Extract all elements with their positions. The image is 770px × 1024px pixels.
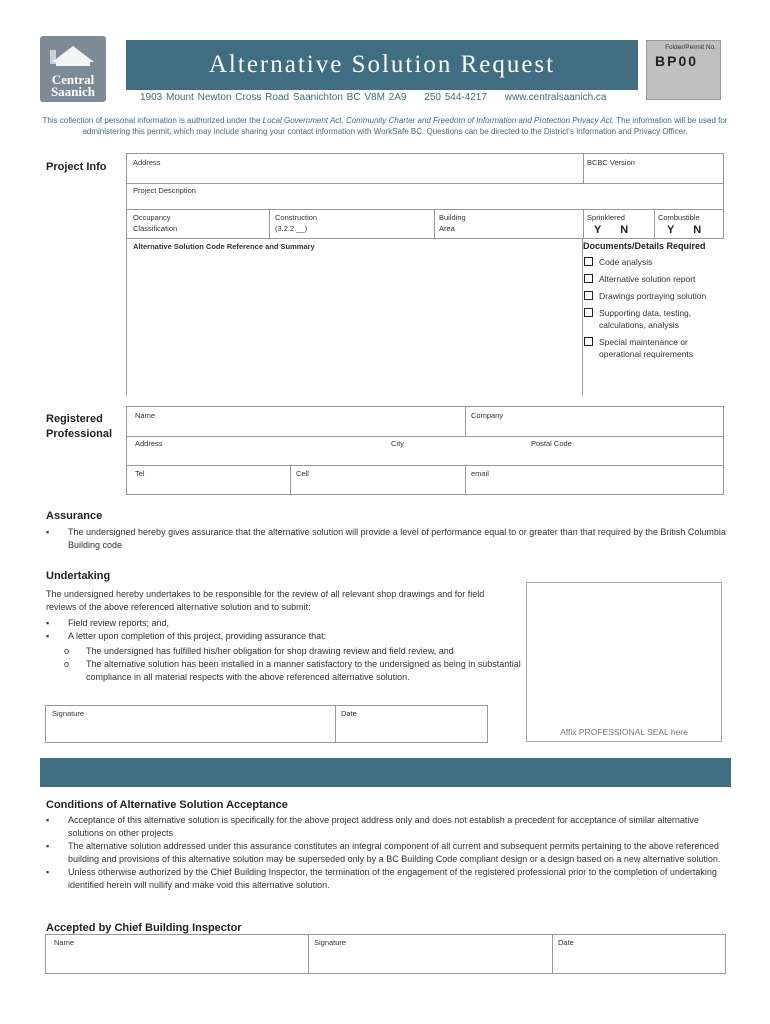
conditions-heading: Conditions of Alternative Solution Acceptance — [46, 799, 288, 811]
undertaking-signature-label[interactable]: Signature — [52, 709, 85, 718]
undertaking-bullet-2: ▪ A letter upon completion of this project, providing assurance that: — [46, 630, 522, 643]
form-title: Alternative Solution Request — [126, 40, 638, 90]
privacy-notice — [40, 115, 730, 137]
doc-item-supporting-data[interactable] — [583, 307, 728, 331]
doc-item-label: Alternative solution report — [599, 274, 696, 284]
condition-item-3: ▪ Unless otherwise authorized by the Chief Building Inspector, the termination of the engagement of the registered professional prior to the completion of undertaking identified herein will nullify and make void this alternative solution. — [46, 866, 726, 892]
registered-professional-label — [46, 412, 112, 442]
occupancy-label-2: Classification — [133, 224, 178, 233]
inspector-signature-label[interactable]: Signature — [314, 938, 347, 947]
rp-postal-code-label[interactable]: Postal Code — [531, 439, 572, 448]
code-reference-label: Alternative Solution Code Reference and Summary — [133, 242, 315, 251]
logo-line-2: Saanich — [50, 84, 96, 99]
project-description-label: Project Description — [133, 186, 196, 195]
undertaking-heading: Undertaking — [46, 570, 111, 582]
assurance-list — [46, 526, 726, 552]
registered-professional-table — [126, 406, 724, 495]
undertaking-list — [46, 617, 522, 643]
condition-item-1: ▪ Acceptance of this alternative solution is specifically for the above project address only and does not establish a precedent for acceptance of similar alternative solutions on other projects — [46, 814, 726, 840]
project-info-label: Project Info — [46, 161, 107, 173]
conditions-list — [46, 814, 726, 892]
construction-label-2: (3.2.2.__) — [275, 224, 308, 233]
doc-item-label-2: operational requirements — [599, 349, 694, 359]
checkbox-icon[interactable] — [584, 274, 593, 283]
seal-label: Affix PROFESSIONAL SEAL here — [560, 727, 688, 737]
rp-city-label[interactable]: City — [391, 439, 404, 448]
occupancy-label-1: Occupancy — [133, 213, 171, 222]
address-field[interactable] — [126, 153, 724, 184]
accepted-heading: Accepted by Chief Building Inspector — [46, 922, 242, 934]
assurance-text: ▪ The undersigned hereby gives assurance that the alternative solution will provide a level of performance equal to or greater than that required by the British Columbia Building code — [46, 526, 726, 552]
checkbox-icon[interactable] — [584, 308, 593, 317]
registered-label-2: Professional — [46, 428, 113, 440]
rp-cell-label[interactable]: Cell — [296, 469, 309, 478]
undertaking-date-label[interactable]: Date — [341, 709, 357, 718]
combustible-yn[interactable]: Y N — [667, 224, 710, 236]
building-details-row — [126, 209, 724, 239]
notice-text-1: This collection of personal information is authorized under the — [42, 116, 263, 125]
notice-acts: Local Government Act, Community Charter and Freedom of Information and Protection Privacy Act. — [262, 116, 615, 125]
office-phone: 250 544-4217 — [424, 92, 487, 103]
checkbox-icon[interactable] — [584, 291, 593, 300]
documents-required-heading: Documents/Details Required — [583, 241, 706, 251]
doc-item-label-2: calculations, analysis — [599, 320, 679, 330]
folder-permit-label: Folder/Permit No. — [665, 44, 716, 51]
undertaking-sublist — [46, 645, 522, 684]
rp-address-label[interactable]: Address — [135, 439, 163, 448]
undertaking-bullet-1: ▪ Field review reports; and, — [46, 617, 522, 630]
section-divider-band — [40, 758, 731, 787]
undertaking-sub-1: o The undersigned has fulfilled his/her obligation for shop drawing review and field review, and — [46, 645, 522, 658]
documents-required-list — [583, 241, 728, 365]
professional-seal-area[interactable] — [526, 582, 722, 742]
folder-permit-box[interactable] — [646, 40, 721, 100]
central-saanich-logo — [40, 36, 106, 102]
doc-item-code-analysis[interactable] — [583, 256, 728, 268]
undertaking-sub-2: o The alternative solution has been installed in a manner satisfactory to the undersigned as being in substantial compliance in all material respects with the above referenced alternative solution. — [46, 658, 522, 684]
doc-item-special-maintenance[interactable] — [583, 336, 728, 360]
assurance-heading: Assurance — [46, 510, 103, 522]
inspector-date-label[interactable]: Date — [558, 938, 574, 947]
undertaking-intro: The undersigned hereby undertakes to be responsible for the review of all relevant shop drawings and for field reviews of the above referenced alternative solution and to submit: — [46, 589, 485, 612]
project-description-field[interactable] — [126, 183, 724, 210]
construction-label-1: Construction — [275, 213, 318, 222]
inspector-name-label[interactable]: Name — [54, 938, 75, 947]
contact-line — [140, 92, 621, 103]
rp-name-label[interactable]: Name — [135, 411, 156, 420]
folder-permit-value: BP00 — [655, 53, 699, 69]
address-label: Address — [133, 158, 161, 167]
doc-item-label: Code analysis — [599, 257, 653, 267]
checkbox-icon[interactable] — [584, 257, 593, 266]
doc-item-drawings[interactable] — [583, 290, 728, 302]
doc-item-label: Drawings portraying solution — [599, 291, 707, 301]
notice-text-2: The information will be used for administering this permit, which may include sharing your contact information with WorkSafe BC. Questions can be directed to the District's Information and Privacy Officer. — [82, 116, 728, 136]
doc-item-label: Special maintenance or — [599, 337, 688, 347]
checkbox-icon[interactable] — [584, 337, 593, 346]
sprinklered-label: Sprinklered — [587, 213, 625, 222]
building-area-label-1: Building — [439, 213, 466, 222]
doc-item-alt-solution-report[interactable] — [583, 273, 728, 285]
rp-company-label[interactable]: Company — [471, 411, 504, 420]
building-area-label-2: Area — [439, 224, 455, 233]
office-address: 1903 Mount Newton Cross Road Saanichton BC V8M 2A9 — [140, 92, 407, 103]
accepted-signature-row — [45, 934, 726, 974]
combustible-label: Combustible — [658, 213, 700, 222]
office-website[interactable]: www.centralsaanich.ca — [504, 92, 607, 103]
bcbc-version-label: BCBC Version — [587, 158, 635, 167]
code-reference-field[interactable] — [126, 238, 583, 396]
rp-email-label[interactable]: email — [471, 469, 489, 478]
sprinklered-yn[interactable]: Y N — [594, 224, 637, 236]
rp-tel-label[interactable]: Tel — [135, 469, 145, 478]
logo-line-1: Central — [51, 72, 95, 87]
condition-item-2: ▪ The alternative solution addressed under this assurance constitutes an integral component of all current and subsequent permits pertaining to the above referenced building and provisions of this alternative solution may be superseded only by a BC Building Code compliant design or a design based on a new alternative solution. — [46, 840, 726, 866]
doc-item-label: Supporting data, testing, — [599, 308, 692, 318]
registered-label-1: Registered — [46, 413, 103, 425]
undertaking-signature-row — [45, 705, 488, 743]
